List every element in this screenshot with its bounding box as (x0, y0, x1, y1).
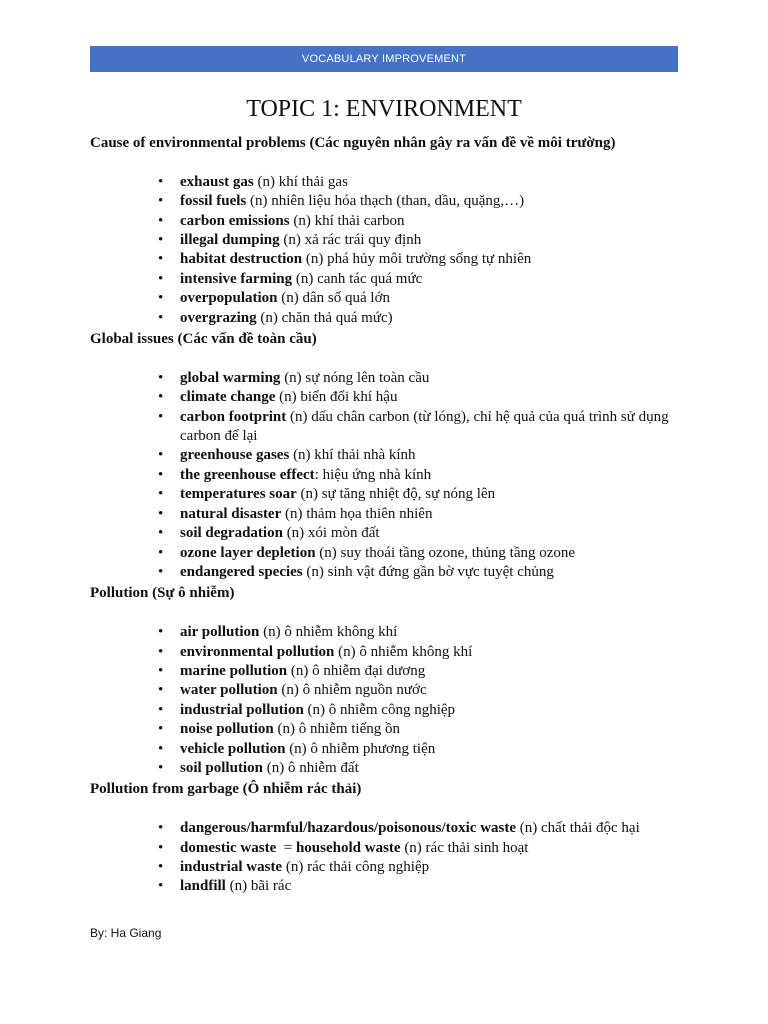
bullet-icon: • (158, 193, 164, 210)
list-item (158, 662, 686, 681)
bullet-icon: • (158, 525, 164, 542)
definition: (n) rác thải công nghiệp (282, 858, 430, 875)
bullet-icon: • (158, 173, 164, 190)
list-item (158, 681, 686, 700)
list-item (158, 720, 686, 739)
list-item (158, 309, 686, 328)
term: overgrazing (180, 309, 257, 326)
term: carbon footprint (180, 408, 287, 425)
term: intensive farming (180, 270, 293, 287)
list-item (158, 173, 686, 192)
bullet-icon: • (158, 839, 164, 856)
term: natural disaster (180, 505, 282, 522)
bullet-icon: • (158, 820, 164, 837)
term: carbon emissions (180, 212, 290, 229)
term: habitat destruction (180, 251, 303, 268)
bullet-icon: • (158, 447, 164, 464)
header-band (90, 46, 678, 72)
term-list (90, 173, 686, 328)
term: temperatures soar (180, 486, 297, 503)
term: air pollution (180, 624, 260, 641)
bullet-icon: • (158, 643, 164, 660)
definition: (n) rác thải sinh hoạt (400, 839, 529, 856)
definition: (n) sự nóng lên toàn cầu (280, 369, 430, 386)
list-item (158, 759, 686, 778)
list-item (158, 192, 686, 211)
term: water pollution (180, 682, 278, 699)
bullet-icon: • (158, 369, 164, 386)
term: greenhouse gases (180, 447, 290, 464)
definition: (n) phá hủy môi trường sống tự nhiên (302, 251, 532, 268)
list-item (158, 408, 686, 447)
vocabulary-content (90, 134, 686, 897)
term: fossil fuels (180, 193, 247, 210)
term: overpopulation (180, 290, 278, 307)
list-item (158, 446, 686, 465)
list-item (158, 544, 686, 563)
term: illegal dumping (180, 232, 280, 249)
definition: (n) sự tăng nhiệt độ, sự nóng lên (296, 486, 496, 503)
definition: (n) ô nhiễm đại dương (287, 662, 426, 679)
definition: (n) khí thải carbon (289, 212, 405, 229)
term-list (90, 623, 686, 778)
section-heading: Global issues (Các vấn đề toàn cầu) (90, 331, 317, 348)
definition: (n) khí thải nhà kính (289, 447, 416, 464)
term: global warming (180, 369, 281, 386)
bullet-icon: • (158, 466, 164, 483)
term: climate change (180, 389, 276, 406)
list-item (158, 858, 686, 877)
term: the greenhouse effect (180, 466, 315, 483)
list-item (158, 212, 686, 231)
definition: (n) bãi rác (225, 878, 292, 895)
term: dangerous/harmful/hazardous/poisonous/toxic waste (180, 820, 517, 837)
bullet-icon: • (158, 878, 164, 895)
bullet-icon: • (158, 389, 164, 406)
bullet-icon: • (158, 858, 164, 875)
definition: (n) dấu chân carbon (từ lóng), chỉ hệ quả của quá trình sử dụng carbon để lại (180, 408, 669, 445)
term: domestic waste (180, 839, 277, 856)
bullet-icon: • (158, 270, 164, 287)
definition: (n) xả rác trái quy định (279, 232, 422, 249)
term: industrial waste (180, 858, 283, 875)
list-item (158, 231, 686, 250)
definition: (n) thảm họa thiên nhiên (281, 505, 433, 522)
term: marine pollution (180, 662, 288, 679)
term-list (90, 369, 686, 582)
bullet-icon: • (158, 232, 164, 249)
list-item (158, 466, 686, 485)
definition: : hiệu ứng nhà kính (314, 466, 432, 483)
bullet-icon: • (158, 563, 164, 580)
bullet-icon: • (158, 759, 164, 776)
list-item (158, 819, 686, 838)
term: industrial pollution (180, 701, 304, 718)
list-item (158, 289, 686, 308)
list-item (158, 485, 686, 504)
list-item (158, 369, 686, 388)
bullet-icon: • (158, 721, 164, 738)
definition: (n) chăn thả quá mức) (256, 309, 393, 326)
definition: (n) xói mòn đất (282, 525, 380, 542)
bullet-icon: • (158, 544, 164, 561)
definition: (n) ô nhiễm không khí (334, 643, 473, 660)
header-label: VOCABULARY IMPROVEMENT (301, 53, 467, 65)
footer-author: By: Ha Giang (90, 926, 162, 940)
bullet-icon: • (158, 309, 164, 326)
term: environmental pollution (180, 643, 335, 660)
page-title: TOPIC 1: ENVIRONMENT (246, 96, 522, 122)
bullet-icon: • (158, 740, 164, 757)
bullet-icon: • (158, 251, 164, 268)
list-item (158, 388, 686, 407)
term: soil degradation (180, 525, 283, 542)
list-item (158, 701, 686, 720)
section-heading: Pollution (Sự ô nhiễm) (90, 585, 235, 602)
list-item (158, 270, 686, 289)
term: landfill (180, 878, 226, 895)
term: noise pollution (180, 721, 274, 738)
definition: (n) dân số quá lớn (277, 290, 391, 307)
bullet-icon: • (158, 682, 164, 699)
bullet-icon: • (158, 662, 164, 679)
definition: (n) khí thải gas (253, 173, 348, 190)
list-item (158, 250, 686, 269)
definition: (n) canh tác quá mức (292, 270, 423, 287)
list-item (158, 839, 686, 858)
bullet-icon: • (158, 408, 164, 425)
term: exhaust gas (180, 173, 254, 190)
definition: (n) biến đổi khí hậu (275, 389, 398, 406)
term: vehicle pollution (180, 740, 286, 757)
definition: (n) ô nhiễm nguồn nước (277, 682, 427, 699)
list-item (158, 505, 686, 524)
bullet-icon: • (158, 505, 164, 522)
definition: (n) chất thải độc hại (516, 820, 640, 837)
term-list (90, 819, 686, 897)
bullet-icon: • (158, 701, 164, 718)
list-item (158, 623, 686, 642)
list-item (158, 643, 686, 662)
bullet-icon: • (158, 290, 164, 307)
list-item (158, 563, 686, 582)
list-item (158, 877, 686, 896)
definition: (n) suy thoái tầng ozone, thủng tầng ozone (315, 544, 576, 561)
bullet-icon: • (158, 486, 164, 503)
definition: (n) ô nhiễm phương tiện (285, 740, 436, 757)
term: soil pollution (180, 759, 263, 776)
bullet-icon: • (158, 624, 164, 641)
definition: (n) ô nhiễm đất (262, 759, 359, 776)
term: ozone layer depletion (180, 544, 316, 561)
list-item (158, 524, 686, 543)
term: endangered species (180, 563, 303, 580)
definition: (n) ô nhiễm không khí (259, 624, 398, 641)
list-item (158, 740, 686, 759)
definition: = (276, 839, 296, 856)
definition: (n) nhiên liệu hóa thạch (than, dầu, quặng,…) (246, 193, 525, 210)
term: household waste (295, 839, 401, 856)
bullet-icon: • (158, 212, 164, 229)
definition: (n) sinh vật đứng gần bờ vực tuyệt chủng (302, 563, 554, 580)
definition: (n) ô nhiễm tiếng ồn (273, 721, 401, 738)
definition: (n) ô nhiễm công nghiệp (303, 701, 456, 718)
section-heading: Pollution from garbage (Ô nhiễm rác thải) (90, 781, 362, 798)
section-heading: Cause of environmental problems (Các nguyên nhân gây ra vấn đề về môi trường) (90, 135, 616, 151)
